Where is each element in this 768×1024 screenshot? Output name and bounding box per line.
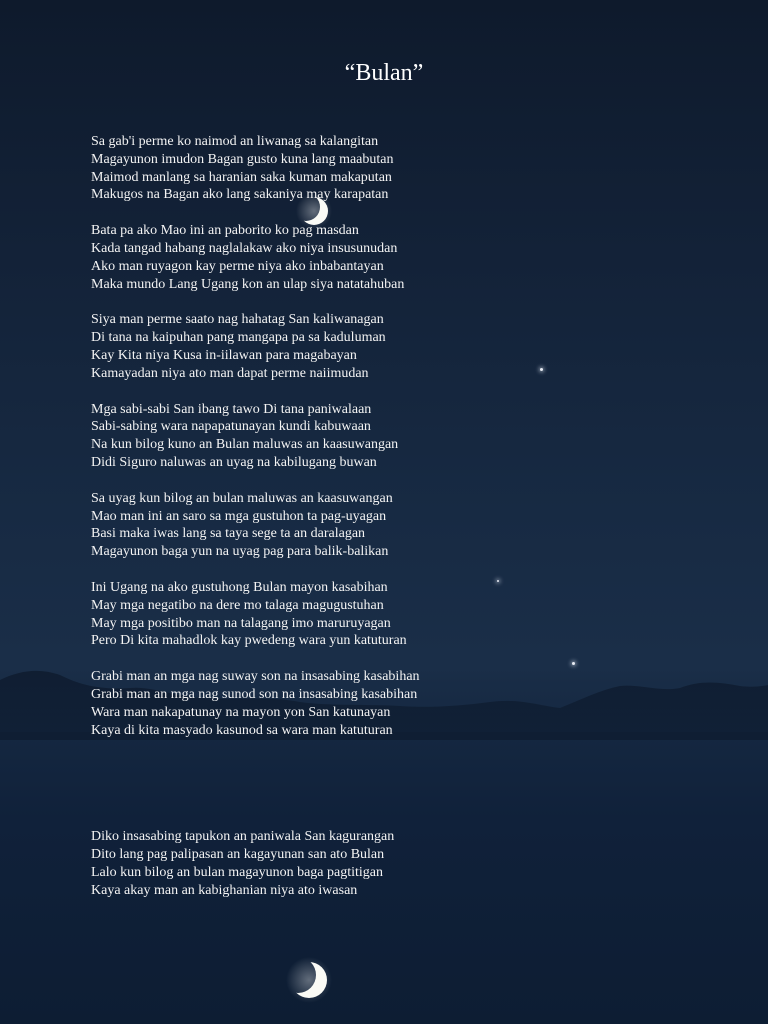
poem-line: Kaya di kita masyado kasunod sa wara man katuturan: [91, 722, 393, 738]
poem-line: Di tana na kaipuhan pang mangapa pa sa kaduluman: [91, 330, 386, 346]
poem-line: Mao man ini an saro sa mga gustuhon ta pag-uyagan: [91, 508, 387, 524]
poem-line: Sa gab'i perme ko naimod an liwanag sa kalangitan: [91, 134, 379, 149]
poem-line: Grabi man an mga nag sunod son na insasabing kasabihan: [91, 686, 418, 702]
poem-line: Dito lang pag palipasan an kagayunan san ato Bulan: [91, 847, 385, 863]
poem-line: Makugos na Bagan ako lang sakaniya may karapatan: [91, 187, 389, 203]
poem-line: Kamayadan niya ato man dapat perme naiimudan: [91, 365, 369, 381]
stanza-2: [91, 222, 691, 293]
stanza-5: [91, 490, 691, 561]
poem-title: “Bulan”: [344, 60, 424, 86]
poem-line: Sa uyag kun bilog an bulan maluwas an kaasuwangan: [91, 490, 393, 506]
poem-line: Diko insasabing tapukon an paniwala San kagurangan: [91, 829, 395, 845]
poem-line: Magayunon baga yun na uyag pag para balik-balikan: [91, 544, 389, 560]
poem-line: Siya man perme saato nag hahatag San kaliwanagan: [91, 312, 384, 328]
poem-line: Ako man ruyagon kay perme niya ako inbabantayan: [91, 258, 384, 274]
poem-line: Mga sabi-sabi San ibang tawo Di tana paniwalaan: [91, 401, 372, 417]
poem-line: Kaya akay man an kabighanian niya ato iwasan: [91, 882, 358, 898]
poem-line: Ini Ugang na ako gustuhong Bulan mayon kasabihan: [91, 579, 388, 595]
poem-line: Grabi man an mga nag suway son na insasabing kasabihan: [91, 669, 420, 685]
stanza-8: [91, 828, 691, 899]
poem-line: Lalo kun bilog an bulan magayunon baga pagtitigan: [91, 864, 383, 880]
stanza-6: [91, 579, 691, 650]
poem-line: Wara man nakapatunay na mayon yon San katunayan: [91, 704, 391, 720]
poem-line: Basi maka iwas lang sa taya sege ta an daralagan: [91, 526, 366, 542]
poem-line: Sabi-sabing wara napapatunayan kundi kabuwaan: [91, 419, 371, 435]
stanza-1: [91, 133, 691, 204]
poem-line: Didi Siguro naluwas an uyag na kabilugang buwan: [91, 454, 377, 470]
poem-line: Maimod manlang sa haranian saka kuman makaputan: [91, 169, 392, 185]
stanza-7: [91, 668, 691, 739]
poem-body: [91, 133, 691, 900]
stanza-3: [91, 311, 691, 382]
poem-line: Bata pa ako Mao ini an paborito ko pag masdan: [91, 223, 359, 239]
poem-line: Pero Di kita mahadlok kay pwedeng wara yun katuturan: [91, 633, 407, 649]
poem-line: Magayunon imudon Bagan gusto kuna lang maabutan: [91, 151, 394, 167]
poem-line: Maka mundo Lang Ugang kon an ulap siya natatahuban: [91, 276, 405, 292]
poem-line: Kay Kita niya Kusa in-iilawan para magabayan: [91, 347, 357, 363]
poem-line: Na kun bilog kuno an Bulan maluwas an kaasuwangan: [91, 437, 399, 453]
crescent-moon-icon: [286, 955, 332, 1005]
poem-line: Kada tangad habang naglalakaw ako niya insusunudan: [91, 240, 398, 256]
stanza-4: [91, 401, 691, 472]
poem-line: May mga negatibo na dere mo talaga magugustuhan: [91, 597, 384, 613]
poem-line: May mga positibo man na talagang imo maruruyagan: [91, 615, 391, 631]
